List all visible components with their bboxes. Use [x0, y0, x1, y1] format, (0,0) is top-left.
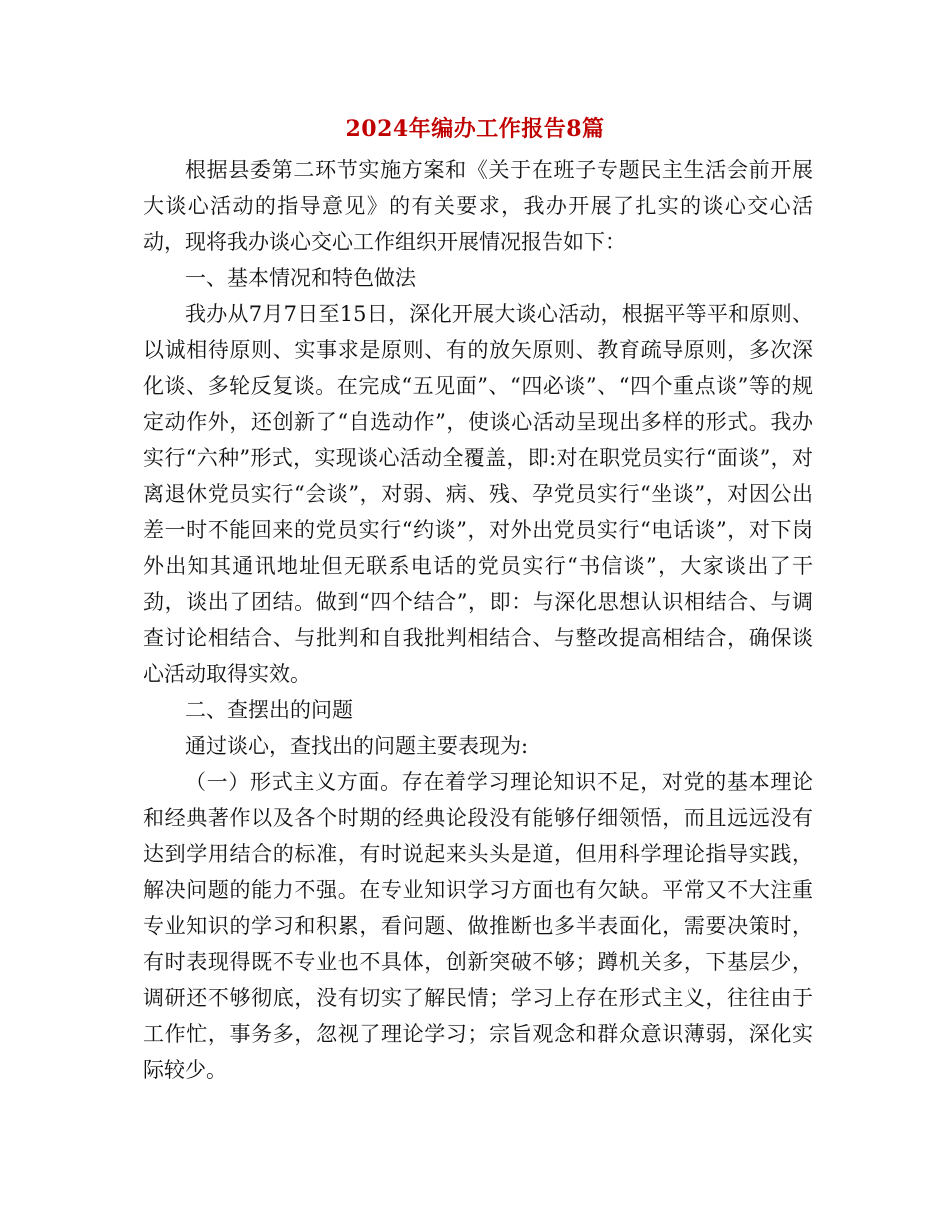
section-heading-2: 二、查摆出的问题	[185, 698, 353, 722]
problems-intro-paragraph: 通过谈心，查找出的问题主要表现为:	[185, 734, 529, 758]
section-heading-1: 一、基本情况和特色做法	[185, 266, 416, 290]
basic-situation-paragraph: 我办从7月7日至15日，深化开展大谈心活动，根据平等平和原则、以诚相待原则、实事求是原则、有的放矢原则、教育疏导原则，多次深化谈、多轮反复谈。在完成“五见面”、“四必谈”、“四个重点谈”等的规定动作外，还创新了“自选动作”，使谈心活动呈现出多样的形式。我办实行“六种”形式，实现谈心活动全覆盖，即:对在职党员实行“面谈”，对离退休党员实行“会谈”，对弱、病、残、孕党员实行“坐谈”，对因公出差一时不能回来的党员实行“约谈”，对外出党员实行“电话谈”，对下岗外出知其通讯地址但无联系电话的党员实行“书信谈”，大家谈出了干劲，谈出了团结。做到“四个结合”，即：与深化思想认识相结合、与调查讨论相结合、与批判和自我批判相结合、与整改提高相结合，确保谈心活动取得实效。	[143, 302, 813, 686]
formalism-paragraph: （一）形式主义方面。存在着学习理论知识不足，对党的基本理论和经典著作以及各个时期的经典论段没有能够仔细领悟，而且远远没有达到学用结合的标准，有时说起来头头是道，但用科学理论指导实践，解决问题的能力不强。在专业知识学习方面也有欠缺。平常又不大注重专业知识的学习和积累，看问题、做推断也多半表面化，需要决策时，有时表现得既不专业也不具体，创新突破不够；蹲机关多，下基层少，调研还不够彻底，没有切实了解民情；学习上存在形式主义，往往由于工作忙，事务多，忽视了理论学习；宗旨观念和群众意识薄弱，深化实际较少。	[143, 770, 813, 1082]
document-body	[143, 152, 813, 1088]
document-title: 2024年编办工作报告8篇	[345, 116, 605, 142]
intro-paragraph: 根据县委第二环节实施方案和《关于在班子专题民主生活会前开展大谈心活动的指导意见》的有关要求，我办开展了扎实的谈心交心活动，现将我办谈心交心工作组织开展情况报告如下：	[143, 158, 813, 254]
